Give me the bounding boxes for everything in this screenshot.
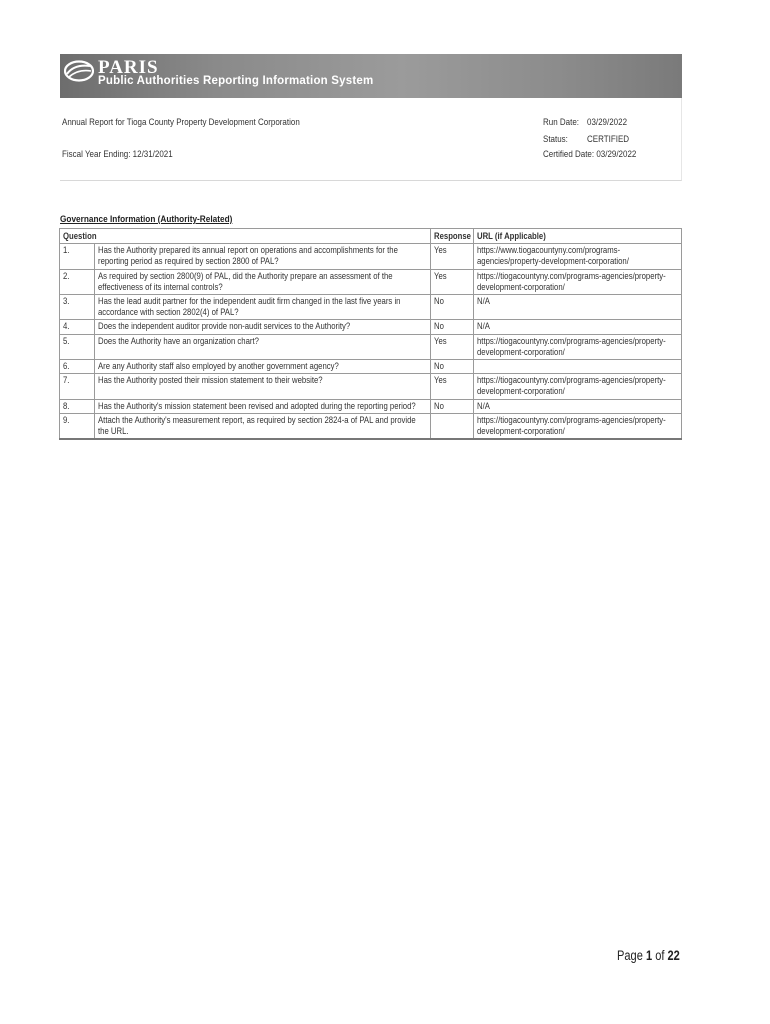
table-row [60, 269, 682, 294]
table-row [60, 334, 682, 359]
page-total: 22 [667, 948, 680, 963]
question-text: Has the lead audit partner for the independent audit firm changed in the last five years in accordance with section 2802(4) of PAL? [95, 295, 430, 320]
question-number: 1. [60, 244, 95, 269]
question-number: 6. [60, 360, 95, 374]
table-row [60, 374, 682, 399]
question-number: 2. [60, 269, 95, 294]
of-word: of [655, 948, 665, 963]
question-text: Does the independent auditor provide non-audit services to the Authority? [95, 320, 430, 334]
question-column-header: Question [60, 229, 431, 244]
fiscal-year: Fiscal Year Ending: 12/31/2021 [62, 149, 173, 159]
response-value: No [430, 320, 473, 334]
question-text: Has the Authority prepared its annual report on operations and accomplishments for the reporting period as required by section 2800 of PAL? [95, 244, 430, 269]
table-header-row [60, 229, 682, 244]
question-number: 5. [60, 334, 95, 359]
certified-date: Certified Date: 03/29/2022 [543, 149, 637, 159]
url-value: https://tiogacountyny.com/programs-agencies/property-development-corporation/ [473, 374, 681, 399]
question-text: As required by section 2800(9) of PAL, did the Authority prepare an assessment of the effectiveness of its internal controls? [95, 269, 430, 294]
url-value: https://www.tiogacountyny.com/programs-agencies/property-development-corporation/ [473, 244, 681, 269]
page-word: Page [617, 948, 643, 963]
url-value [473, 360, 681, 374]
response-value: Yes [430, 269, 473, 294]
response-value: Yes [430, 374, 473, 399]
question-text: Has the Authority's mission statement been revised and adopted during the reporting period? [95, 399, 430, 413]
question-number: 9. [60, 413, 95, 439]
response-value: No [430, 399, 473, 413]
url-value: N/A [473, 320, 681, 334]
question-text: Does the Authority have an organization chart? [95, 334, 430, 359]
table-row [60, 360, 682, 374]
table-row [60, 244, 682, 269]
table-row [60, 320, 682, 334]
table-row [60, 295, 682, 320]
paris-logo-icon [64, 60, 94, 82]
url-value: N/A [473, 399, 681, 413]
question-number: 4. [60, 320, 95, 334]
response-column-header: Response [430, 229, 473, 244]
status-label: Status: [543, 134, 568, 144]
brand-name: PARIS [98, 57, 159, 78]
url-value: N/A [473, 295, 681, 320]
governance-table [59, 228, 682, 440]
question-number: 7. [60, 374, 95, 399]
response-value: No [430, 295, 473, 320]
response-value [430, 413, 473, 439]
table-row [60, 413, 682, 439]
url-value: https://tiogacountyny.com/programs-agencies/property-development-corporation/ [473, 269, 681, 294]
question-number: 3. [60, 295, 95, 320]
question-text: Attach the Authority's measurement report, as required by section 2824-a of PAL and provide the URL. [95, 413, 430, 439]
response-value: Yes [430, 334, 473, 359]
run-date-value: 03/29/2022 [587, 117, 628, 127]
paris-banner [60, 54, 682, 98]
table-row [60, 399, 682, 413]
brand-tagline: Public Authorities Reporting Information System [98, 75, 374, 87]
url-value: https://tiogacountyny.com/programs-agencies/property-development-corporation/ [473, 334, 681, 359]
question-text: Are any Authority staff also employed by another government agency? [95, 360, 430, 374]
run-date-label: Run Date: [543, 117, 579, 127]
response-value: Yes [430, 244, 473, 269]
page-current: 1 [645, 948, 653, 963]
status-value: CERTIFIED [587, 134, 630, 144]
report-title: Annual Report for Tioga County Property Development Corporation [62, 117, 300, 127]
section-title: Governance Information (Authority-Related) [60, 214, 233, 225]
question-text: Has the Authority posted their mission statement to their website? [95, 374, 430, 399]
url-value: https://tiogacountyny.com/programs-agencies/property-development-corporation/ [473, 413, 681, 439]
url-column-header: URL (if Applicable) [473, 229, 681, 244]
page-indicator [617, 948, 680, 963]
response-value: No [430, 360, 473, 374]
question-number: 8. [60, 399, 95, 413]
